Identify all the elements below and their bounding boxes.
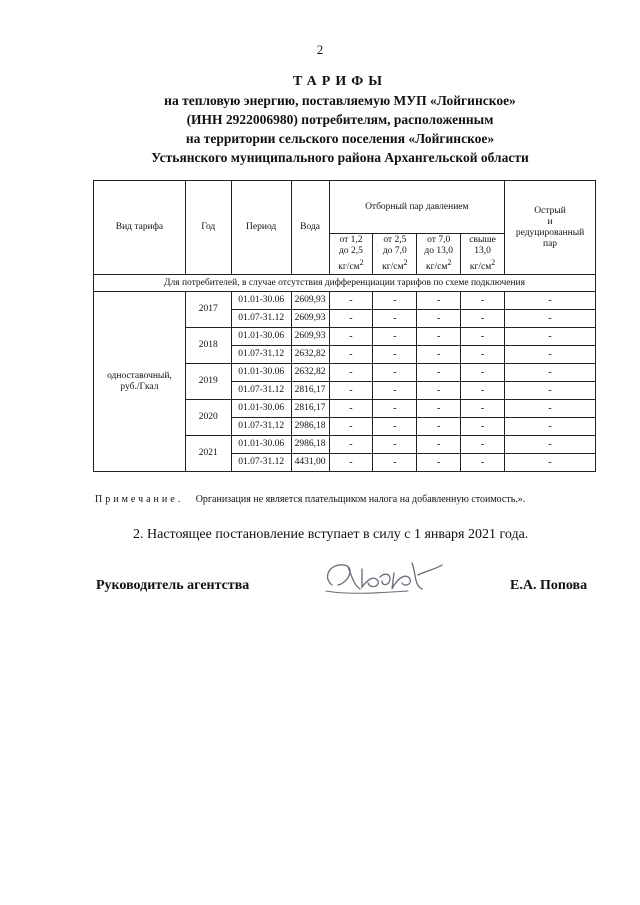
dash-cell: -: [461, 346, 505, 364]
dash-cell: -: [329, 454, 373, 472]
dash-cell: -: [373, 400, 417, 418]
tariff-table: [93, 180, 596, 472]
handwritten-signature: [318, 555, 448, 600]
dash-cell: -: [461, 382, 505, 400]
water-cell: 2986,18: [291, 418, 329, 436]
dash-cell: -: [373, 310, 417, 328]
dash-cell: -: [329, 418, 373, 436]
dash-cell: -: [373, 436, 417, 454]
period-cell: 01.01-30.06: [231, 436, 291, 454]
water-cell: 2986,18: [291, 436, 329, 454]
water-cell: 2632,82: [291, 346, 329, 364]
dash-cell: -: [417, 346, 461, 364]
title-line: на тепловую энергию, поставляемую МУП «Лойгинское»: [164, 93, 516, 108]
dash-cell: -: [461, 364, 505, 382]
dash-cell: -: [329, 400, 373, 418]
period-cell: 01.01-30.06: [231, 364, 291, 382]
dash-cell: -: [417, 418, 461, 436]
dash-cell: -: [505, 346, 596, 364]
period-cell: 01.01-30.06: [231, 292, 291, 310]
signatory-name: Е.А. Попова: [510, 578, 588, 593]
dash-cell: -: [505, 418, 596, 436]
period-cell: 01.07-31.12: [231, 346, 291, 364]
header-period: Период: [231, 181, 291, 275]
year-cell: 2017: [185, 292, 231, 328]
header-sharp-steam: Острый и редуцированный пар: [505, 181, 596, 275]
dash-cell: -: [329, 382, 373, 400]
dash-cell: -: [417, 292, 461, 310]
header-pressure-4: свыше 13,0 $кг/см^2$: [461, 234, 505, 275]
dash-cell: -: [505, 454, 596, 472]
dash-cell: -: [505, 382, 596, 400]
water-cell: 2632,82: [291, 364, 329, 382]
dash-cell: -: [329, 310, 373, 328]
dash-cell: -: [461, 310, 505, 328]
header-tariff-type: Вид тарифа: [94, 181, 186, 275]
title-line: на территории сельского поселения «Лойгинское»: [185, 131, 495, 146]
dash-cell: -: [417, 364, 461, 382]
water-cell: 2609,93: [291, 328, 329, 346]
dash-cell: -: [373, 418, 417, 436]
dash-cell: -: [373, 454, 417, 472]
signatory-title: Руководитель агентства: [96, 578, 250, 593]
dash-cell: -: [373, 364, 417, 382]
dash-cell: -: [461, 292, 505, 310]
dash-cell: -: [373, 328, 417, 346]
dash-cell: -: [373, 346, 417, 364]
header-pressure-1: от 1,2 до 2,5 $кг/см^2$: [329, 234, 373, 275]
dash-cell: -: [505, 310, 596, 328]
period-cell: 01.07-31.12: [231, 454, 291, 472]
water-cell: 4431,00: [291, 454, 329, 472]
header-selected-steam: Отборный пар давлением: [329, 181, 505, 234]
title-line: Устьянского муниципального района Архангельской области: [151, 150, 529, 165]
year-cell: 2019: [185, 364, 231, 400]
header-water: Вода: [291, 181, 329, 275]
year-cell: 2018: [185, 328, 231, 364]
tariff-category: одноставочный, руб./Гкал: [94, 292, 186, 472]
dash-cell: -: [329, 436, 373, 454]
header-year: Год: [185, 181, 231, 275]
period-cell: 01.01-30.06: [231, 400, 291, 418]
dash-cell: -: [505, 436, 596, 454]
dash-cell: -: [329, 328, 373, 346]
dash-cell: -: [417, 310, 461, 328]
water-cell: 2816,17: [291, 382, 329, 400]
note: [95, 494, 615, 505]
note-label: Примечание.: [95, 494, 184, 505]
table-subheader: Для потребителей, в случае отсутствия дифференциации тарифов по схеме подключения: [94, 275, 596, 292]
water-cell: 2609,93: [291, 310, 329, 328]
dash-cell: -: [417, 436, 461, 454]
dash-cell: -: [417, 328, 461, 346]
title-line: (ИНН 2922006980) потребителям, расположенным: [186, 112, 494, 127]
dash-cell: -: [373, 292, 417, 310]
document-title: [40, 72, 640, 167]
page-number: 2: [316, 42, 324, 57]
year-cell: 2021: [185, 436, 231, 472]
water-cell: 2609,93: [291, 292, 329, 310]
water-cell: 2816,17: [291, 400, 329, 418]
table-row: [94, 292, 596, 310]
dash-cell: -: [505, 292, 596, 310]
dash-cell: -: [329, 364, 373, 382]
dash-cell: -: [461, 418, 505, 436]
period-cell: 01.01-30.06: [231, 328, 291, 346]
year-cell: 2020: [185, 400, 231, 436]
dash-cell: -: [329, 292, 373, 310]
title-main: ТАРИФЫ: [293, 74, 387, 89]
dash-cell: -: [417, 382, 461, 400]
dash-cell: -: [461, 436, 505, 454]
dash-cell: -: [373, 382, 417, 400]
period-cell: 01.07-31.12: [231, 310, 291, 328]
dash-cell: -: [505, 364, 596, 382]
header-pressure-2: от 2,5 до 7,0 $кг/см^2$: [373, 234, 417, 275]
decree-text: 2. Настоящее постановление вступает в силу с 1 января 2021 года.: [133, 527, 529, 542]
dash-cell: -: [417, 454, 461, 472]
dash-cell: -: [505, 328, 596, 346]
note-text: Организация не является плательщиком налога на добавленную стоимость.».: [195, 494, 526, 505]
dash-cell: -: [461, 400, 505, 418]
dash-cell: -: [461, 454, 505, 472]
dash-cell: -: [461, 328, 505, 346]
dash-cell: -: [505, 400, 596, 418]
dash-cell: -: [329, 346, 373, 364]
period-cell: 01.07-31.12: [231, 382, 291, 400]
dash-cell: -: [417, 400, 461, 418]
period-cell: 01.07-31.12: [231, 418, 291, 436]
header-pressure-3: от 7,0 до 13,0 $кг/см^2$: [417, 234, 461, 275]
